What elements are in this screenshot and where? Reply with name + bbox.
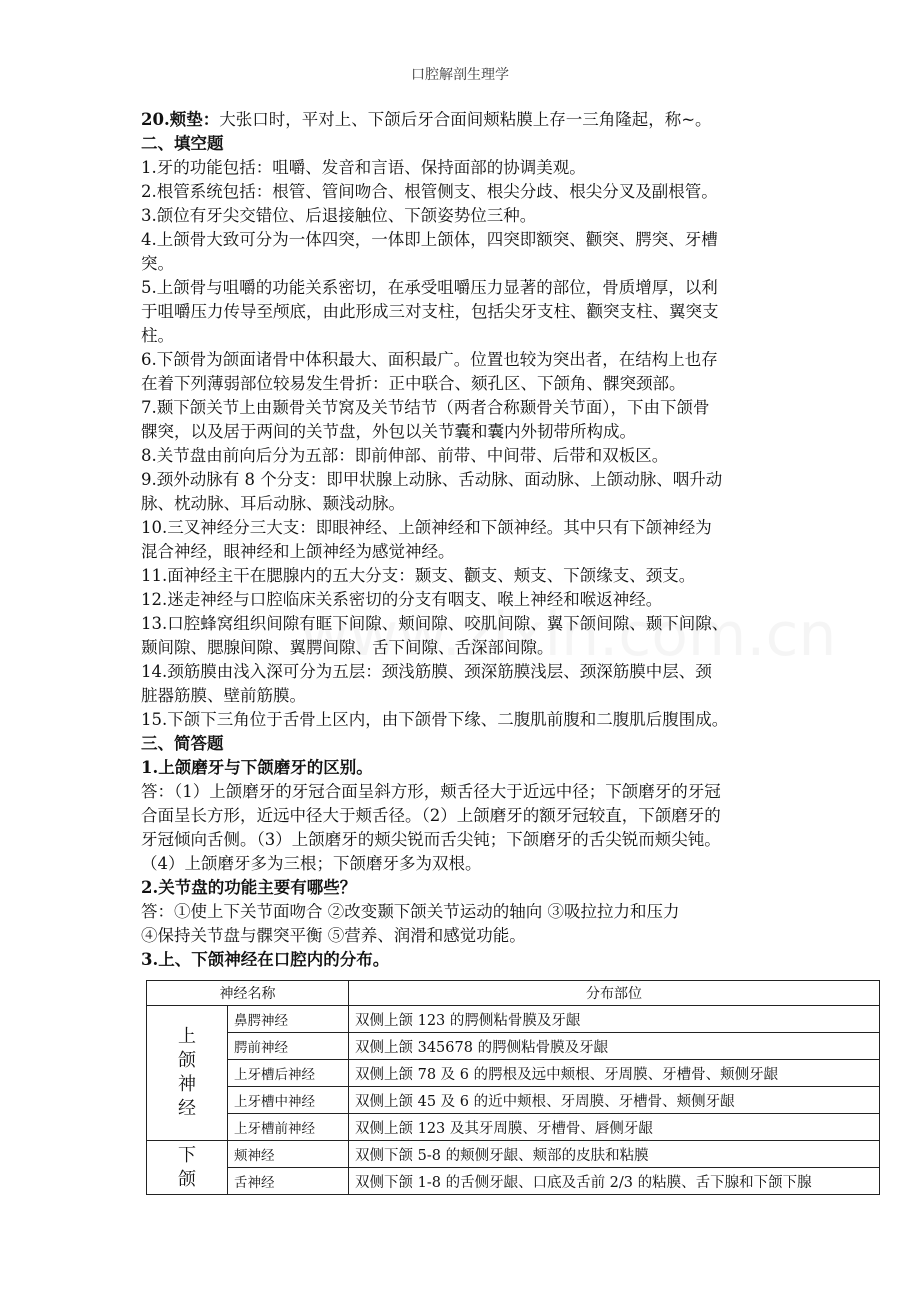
nerve-distribution-cell: 双侧下颌 1-8 的舌侧牙龈、口底及舌前 2/3 的粘膜、舌下腺和下颌下腺 xyxy=(349,1168,880,1195)
question-3-title: 3.上、下颌神经在口腔内的分布。 xyxy=(141,950,390,969)
item-20 xyxy=(141,108,781,132)
item-20-term: 20.颊垫： xyxy=(141,110,220,129)
table-header-nerve: 神经名称 xyxy=(147,981,349,1006)
table-header-distribution: 分布部位 xyxy=(349,981,880,1006)
fill-item-line: 脉、枕动脉、耳后动脉、颞浅动脉。 xyxy=(141,494,405,513)
fill-item-line: 12.迷走神经与口腔临床关系密切的分支有咽支、喉上神经和喉返神经。 xyxy=(141,590,663,609)
nerve-distribution-cell: 双侧下颌 5-8 的颊侧牙龈、颊部的皮肤和粘膜 xyxy=(349,1141,880,1168)
fill-item-line: 突。 xyxy=(141,254,174,273)
fill-item-line: 10.三叉神经分三大支：即眼神经、上颌神经和下颌神经。其中只有下颌神经为 xyxy=(141,518,712,537)
answer-line: 合面呈长方形，近远中径大于颊舌径。（2）上颌磨牙的额牙冠较直，下颌磨牙的 xyxy=(141,806,721,825)
question-2-title: 2.关节盘的功能主要有哪些？ xyxy=(141,878,357,897)
section-fill-title: 二、填空题 xyxy=(141,134,224,153)
nerve-distribution-cell: 双侧上颌 45 及 6 的近中颊根、牙周膜、牙槽骨、颊侧牙龈 xyxy=(349,1087,880,1114)
nerve-distribution-table xyxy=(146,980,880,1195)
table-group-label: 下 颌 xyxy=(147,1141,228,1195)
fill-item-line: 5.上颌骨与咀嚼的功能关系密切，在承受咀嚼压力显著的部位，骨质增厚，以利 xyxy=(141,278,718,297)
table-row xyxy=(147,1114,880,1141)
nerve-name-cell: 舌神经 xyxy=(228,1168,349,1195)
table-group-label: 上 颌 神 经 xyxy=(147,1006,228,1141)
fill-item-line: 9.颈外动脉有 8 个分支：即甲状腺上动脉、舌动脉、面动脉、上颌动脉、咽升动 xyxy=(141,470,723,489)
fill-item-line: 14.颈筋膜由浅入深可分为五层：颈浅筋膜、颈深筋膜浅层、颈深筋膜中层、颈 xyxy=(141,662,712,681)
fill-item-line: 1.牙的功能包括：咀嚼、发音和言语、保持面部的协调美观。 xyxy=(141,158,586,177)
fill-item-line: 混合神经，眼神经和上颌神经为感觉神经。 xyxy=(141,542,455,561)
nerve-name-cell: 上牙槽中神经 xyxy=(228,1087,349,1114)
answer-line: （4）上颌磨牙多为三根；下颌磨牙多为双根。 xyxy=(141,854,482,873)
nerve-name-cell: 上牙槽后神经 xyxy=(228,1060,349,1087)
answer-line: 答：（1）上颌磨牙的牙冠合面呈斜方形，颊舌径大于近远中径；下颌磨牙的牙冠 xyxy=(141,782,721,801)
section-short-title: 三、简答题 xyxy=(141,734,224,753)
fill-item-line: 2.根管系统包括：根管、管间吻合、根管侧支、根尖分歧、根尖分叉及副根管。 xyxy=(141,182,718,201)
answer-line: 答：①使上下关节面吻合 ②改变颞下颌关节运动的轴向 ③吸拉拉力和压力 xyxy=(141,902,680,921)
nerve-distribution-cell: 双侧上颌 123 的腭侧粘骨膜及牙龈 xyxy=(349,1006,880,1033)
table-row xyxy=(147,1087,880,1114)
nerve-name-cell: 颊神经 xyxy=(228,1141,349,1168)
question-1-answer xyxy=(141,780,781,876)
fill-item-line: 11.面神经主干在腮腺内的五大分支：颞支、颧支、颊支、下颌缘支、颈支。 xyxy=(141,566,696,585)
fill-item-line: 6.下颌骨为颌面诸骨中体积最大、面积最广。位置也较为突出者，在结构上也存 xyxy=(141,350,718,369)
fill-item-line: 4.上颌骨大致可分为一体四突，一体即上颌体，四突即额突、颧突、腭突、牙槽 xyxy=(141,230,718,249)
question-1-title: 1.上颌磨牙与下颌磨牙的区别。 xyxy=(141,758,373,777)
fill-item-line: 8.关节盘由前向后分为五部：即前伸部、前带、中间带、后带和双板区。 xyxy=(141,446,669,465)
fill-item-line: 髁突，以及居于两间的关节盘，外包以关节囊和囊内外韧带所构成。 xyxy=(141,422,636,441)
fill-item-line: 3.颌位有牙尖交错位、后退接触位、下颌姿势位三种。 xyxy=(141,206,537,225)
question-2-answer xyxy=(141,900,781,948)
nerve-distribution-cell: 双侧上颌 123 及其牙周膜、牙槽骨、唇侧牙龈 xyxy=(349,1114,880,1141)
table-row xyxy=(147,1168,880,1195)
nerve-distribution-cell: 双侧上颌 345678 的腭侧粘骨膜及牙龈 xyxy=(349,1033,880,1060)
table-row xyxy=(147,1060,880,1087)
document-body xyxy=(141,108,781,972)
fill-item-line: 15.下颌下三角位于舌骨上区内，由下颌骨下缘、二腹肌前腹和二腹肌后腹围成。 xyxy=(141,710,729,729)
fill-item-line: 在着下列薄弱部位较易发生骨折：正中联合、颏孔区、下颌角、髁突颈部。 xyxy=(141,374,686,393)
fill-item-line: 于咀嚼压力传导至颅底，由此形成三对支柱，包括尖牙支柱、颧突支柱、翼突支 xyxy=(141,302,719,321)
fill-list xyxy=(141,156,781,732)
item-20-text: 大张口时，平对上、下颌后牙合面间颊粘膜上存一三角隆起，称~。 xyxy=(219,110,712,129)
fill-item-line: 柱。 xyxy=(141,326,174,345)
fill-item-line: 7.颞下颌关节上由颞骨关节窝及关节结节（两者合称颞骨关节面），下由下颌骨 xyxy=(141,398,710,417)
nerve-name-cell: 鼻腭神经 xyxy=(228,1006,349,1033)
table-row xyxy=(147,1006,880,1033)
table-row xyxy=(147,1141,880,1168)
fill-item-line: 颞间隙、腮腺间隙、翼腭间隙、舌下间隙、舌深部间隙。 xyxy=(141,638,554,657)
page-header: 口腔解剖生理学 xyxy=(411,67,509,83)
nerve-distribution-cell: 双侧上颌 78 及 6 的腭根及远中颊根、牙周膜、牙槽骨、颊侧牙龈 xyxy=(349,1060,880,1087)
nerve-name-cell: 腭前神经 xyxy=(228,1033,349,1060)
nerve-name-cell: 上牙槽前神经 xyxy=(228,1114,349,1141)
fill-item-line: 脏器筋膜、壁前筋膜。 xyxy=(141,686,306,705)
fill-item-line: 13.口腔蜂窝组织间隙有眶下间隙、颊间隙、咬肌间隙、翼下颌间隙、颞下间隙、 xyxy=(141,614,729,633)
table-row xyxy=(147,1033,880,1060)
answer-line: 牙冠倾向舌侧。（3）上颌磨牙的颊尖锐而舌尖钝；下颌磨牙的舌尖锐而颊尖钝。 xyxy=(141,830,721,849)
answer-line: ④保持关节盘与髁突平衡 ⑤营养、润滑和感觉功能。 xyxy=(141,926,526,945)
